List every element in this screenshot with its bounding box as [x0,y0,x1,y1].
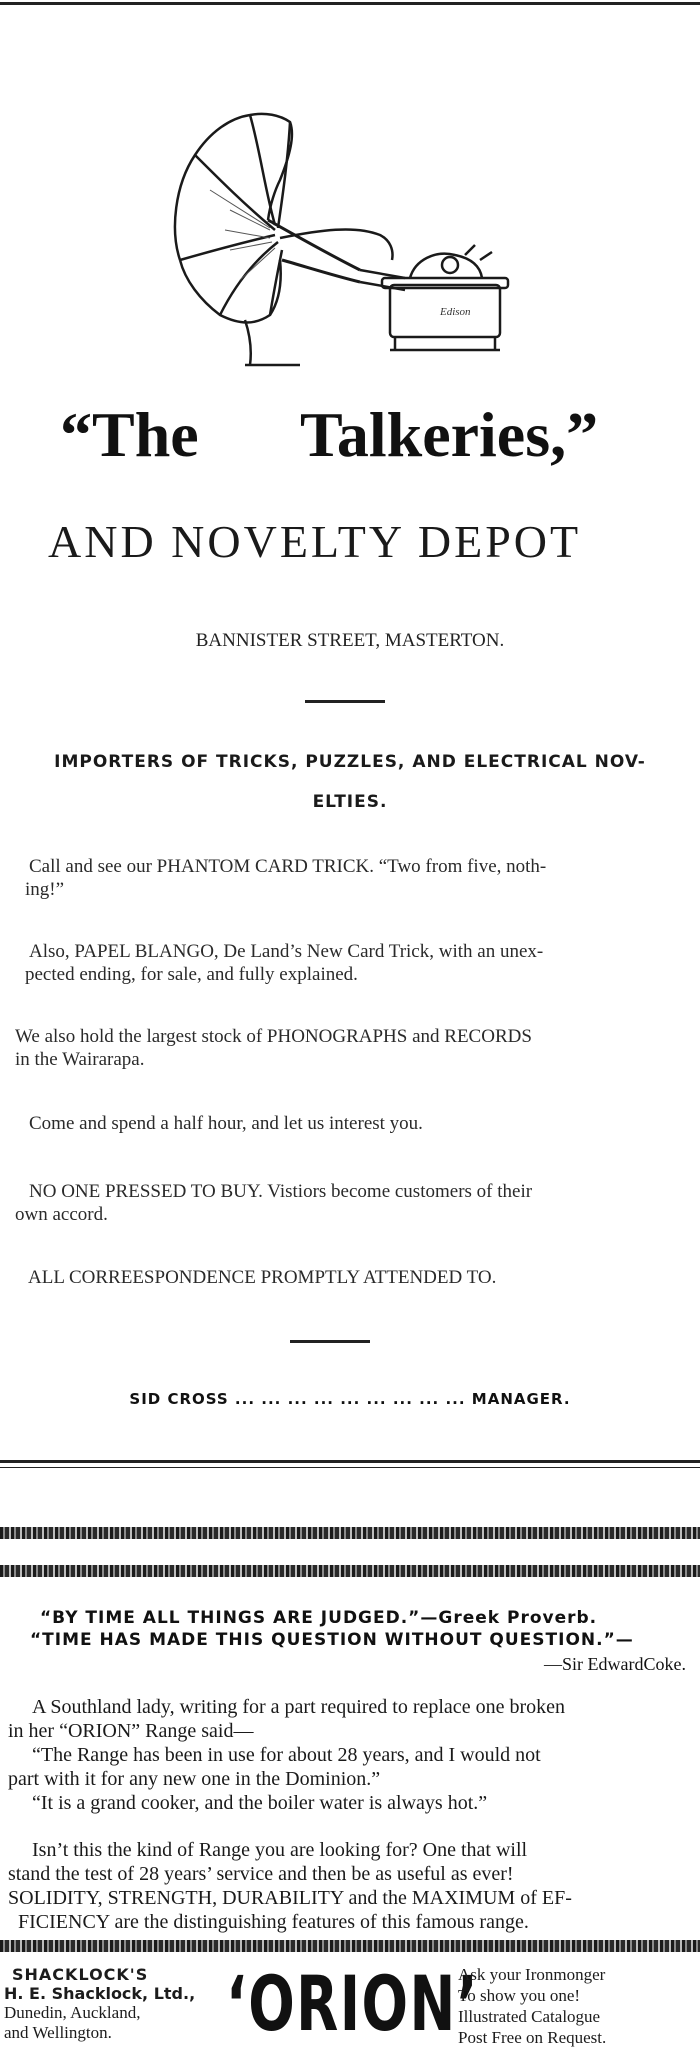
divider-short-2 [290,1340,370,1343]
paragraph-line: “It is a grand cooker, and the boiler water is always hot.” [32,1792,488,1814]
cta-line-1: Ask your Ironmonger [458,1965,606,1984]
cta-line-2: To show you one! [458,1986,581,2005]
orion-quote-attribution: —Sir EdwardCoke. [544,1654,686,1674]
orion-paragraph-2 [8,1838,693,1934]
orion-top-band [0,1527,700,1539]
importers-line-1: IMPORTERS OF TRICKS, PUZZLES, AND ELECTRICAL NOV- [54,752,646,772]
orion-quote-2: “TIME HAS MADE THIS QUESTION WITHOUT QUESTION.”— [30,1630,634,1650]
paragraph-line: “The Range has been in use for about 28 years, and I would not [32,1744,541,1766]
paragraph-line: stand the test of 28 years’ service and then be as useful as ever! [8,1863,514,1885]
orion-paragraph-1 [8,1695,693,1815]
divider-short-1 [305,700,385,703]
talkeries-paragraph [28,1266,688,1289]
talkeries-paragraph [25,1112,685,1135]
paragraph-line: part with it for any new one in the Dominion.” [8,1768,381,1790]
paragraph-line: FICIENCY are the distinguishing features of this famous range. [18,1911,529,1933]
paragraph-line: Call and see our PHANTOM CARD TRICK. “Two from five, noth- [29,856,547,877]
orion-top-band-2 [0,1565,700,1577]
paragraph-line: pected ending, for sale, and fully explained. [25,964,358,985]
paragraph-line: Isn’t this the kind of Range you are looking for? One that will [32,1839,528,1861]
paragraph-line: in her “ORION” Range said— [8,1720,254,1742]
talkeries-paragraph [25,940,685,986]
maker-line-3: Dunedin, Auckland, [4,2003,141,2022]
talkeries-address: BANNISTER STREET, MASTERTON. [195,630,505,651]
paragraph-line: ALL CORREESPONDENCE PROMPTLY ATTENDED TO. [28,1267,497,1288]
cta-line-3: Illustrated Catalogue [458,2007,601,2026]
manager-line: SID CROSS ... ... ... ... ... ... ... ... ... MANAGER. [129,1390,571,1408]
paragraph-line: Also, PAPEL BLANGO, De Land’s New Card Trick, with an unex- [29,941,544,962]
paragraph-line: SOLIDITY, STRENGTH, DURABILITY and the MAXIMUM of EF- [8,1887,572,1909]
orion-maker-block [4,1965,234,2043]
talkeries-title-open: “The [60,399,199,470]
orion-quote-1: “BY TIME ALL THINGS ARE JUDGED.”—Greek Proverb. [40,1608,598,1628]
orion-cta-block [458,1964,698,2048]
phonograph-label: Edison [440,306,471,318]
maker-line-1: SHACKLOCK'S [12,1965,149,1984]
orion-bottom-band [0,1940,700,1952]
ad-separator-thick [0,1460,700,1463]
paragraph-line: in the Wairarapa. [15,1049,145,1070]
ad-separator-thin [0,1467,700,1468]
paragraph-line: Come and spend a half hour, and let us interest you. [29,1113,423,1134]
paragraph-line: A Southland lady, writing for a part required to replace one broken [32,1696,565,1718]
paragraph-line: ing!” [25,879,65,900]
maker-line-2: H. E. Shacklock, Ltd., [4,1984,196,2003]
orion-brand-logo: ‘ORION’ [226,1959,479,2048]
talkeries-title-main: Talkeries,” [300,399,599,470]
talkeries-paragraph [25,855,685,901]
importers-line-2: ELTIES. [312,792,388,812]
cta-line-4: Post Free on Request. [458,2028,607,2047]
top-border-rule [0,2,700,5]
paragraph-line: own accord. [15,1204,108,1225]
paragraph-line: NO ONE PRESSED TO BUY. Vistiors become customers of their [29,1181,533,1202]
paragraph-line: We also hold the largest stock of PHONOGRAPHS and RECORDS [15,1026,532,1047]
gramophone-illustration [170,110,540,370]
maker-line-4: and Wellington. [4,2023,112,2042]
talkeries-paragraph [15,1025,685,1071]
talkeries-subtitle: AND NOVELTY DEPOT [48,516,582,567]
talkeries-paragraph [15,1180,685,1226]
